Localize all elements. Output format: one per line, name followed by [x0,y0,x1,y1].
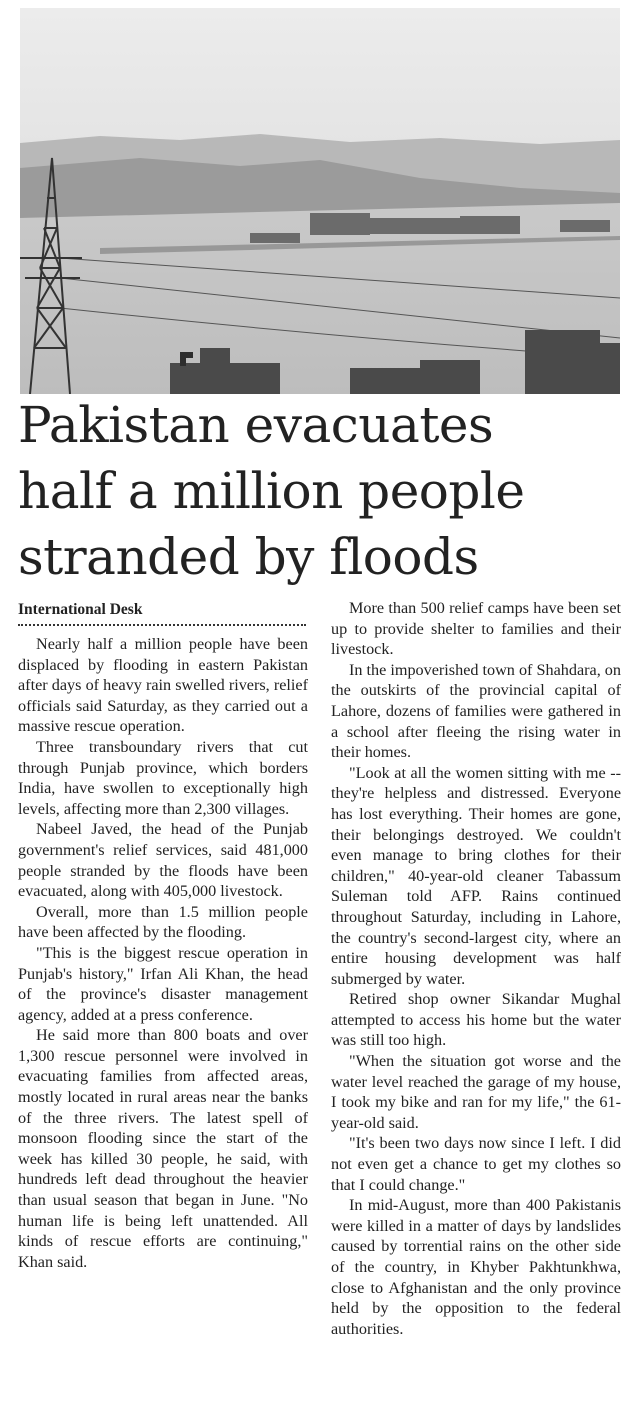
article-column-left [18,600,308,1272]
article-column-right [331,598,621,1339]
paragraph: He said more than 800 boats and over 1,300 rescue personnel were involved in evacuating families from affected areas, mostly located in rural areas near the banks of the three rivers. The latest spell of monsoon flooding since the start of the week has killed 30 people, he said, with hundreds left dead throughout the heavier than usual season that began in June. "No human life is being left unattended. All kinds of rescue efforts are continuing," Khan said. [18,1026,308,1271]
paragraph: Overall, more than 1.5 million people have been affected by the flooding. [18,902,308,942]
headline-line: stranded by floods [18,528,479,586]
paragraph: In the impoverished town of Shahdara, on the outskirts of the provincial capital of Lahore, dozens of families were gathered in a school after fleeing the rising water in their homes. [331,660,621,762]
dotted-divider [18,624,306,626]
byline: International Desk [18,601,143,618]
paragraph: Retired shop owner Sikandar Mughal attempted to access his home but the water was still too high. [331,990,621,1050]
flood-photo [20,8,620,394]
paragraph: "Look at all the women sitting with me -- they're helpless and distressed. Everyone has lost everything. Their homes are gone, their belongings destroyed. We couldn't even manage to bring clothes for their children," 40-year-old cleaner Tabassum Suleman told AFP. Rains continued throughout Saturday, including in Lahore, the country's second-largest city, where an entire housing development was half submerged by water. [331,763,621,988]
headline [18,392,622,590]
paragraph: "This is the biggest rescue operation in Punjab's history," Irfan Ali Khan, the head of the province's disaster management agency, added at a press conference. [18,943,308,1024]
paragraph: Three transboundary rivers that cut through Punjab province, which borders India, have swollen to exceptionally high levels, affecting more than 2,300 villages. [18,737,308,818]
paragraph: Nabeel Javed, the head of the Punjab government's relief services, said 481,000 people stranded by the floods have been evacuated, along with 405,000 livestock. [18,820,308,901]
paragraph: "It's been two days now since I left. I did not even get a chance to get my clothes so that I could change." [331,1134,621,1194]
paragraph: "When the situation got worse and the water level reached the garage of my house, I took my bike and ran for my life," the 61-year-old said. [331,1052,621,1132]
flood-photo-illustration [20,8,620,394]
paragraph: In mid-August, more than 400 Pakistanis were killed in a matter of days by landslides caused by torrential rains on the other side of the country, in Khyber Pakhtunkhwa, close to Afghanistan and the only province held by the opposition to the federal authorities. [331,1196,621,1338]
paragraph: More than 500 relief camps have been set up to provide shelter to families and their livestock. [331,599,621,659]
paragraph: Nearly half a million people have been displaced by flooding in eastern Pakistan after days of heavy rain swelled rivers, relief officials said Saturday, as they carried out a massive rescue operation. [18,635,308,736]
headline-line: Pakistan evacuates [18,396,494,454]
headline-line: half a million people [18,462,525,520]
